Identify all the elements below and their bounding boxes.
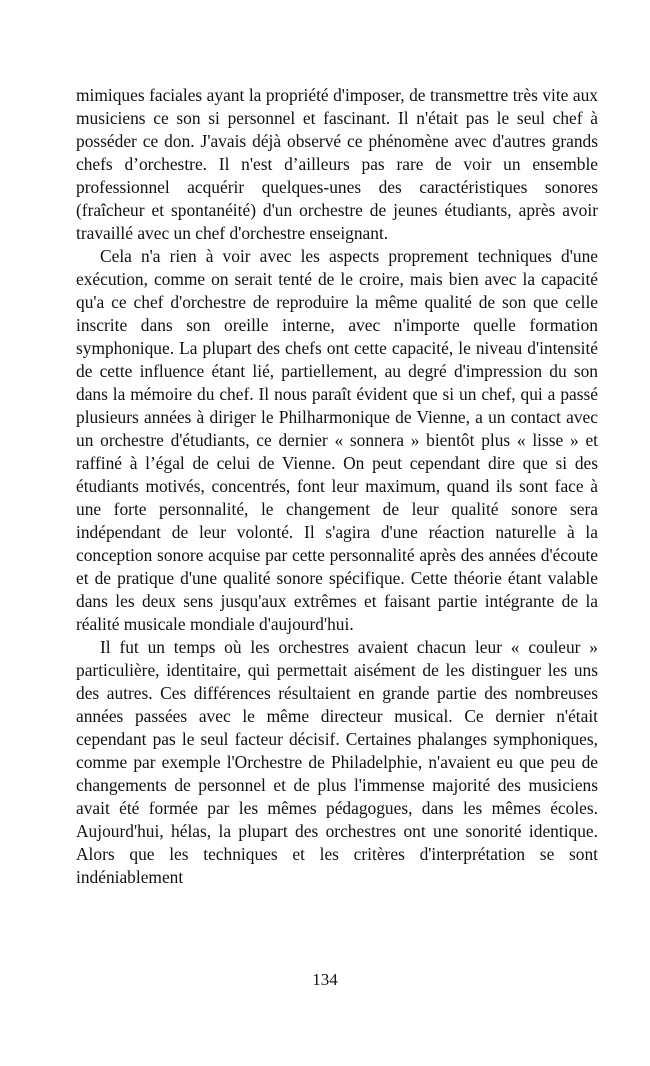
- paragraph-3: Il fut un temps où les orchestres avaient chacun leur « couleur » particulière, identitaire, qui permettait aisément de les distinguer les uns des autres. Ces différences résultaient en grande partie des nombreuses années passées avec le même directeur musical. Ce dernier n'était cependant pas le seul facteur décisif. Certaines phalanges symphoniques, comme par exemple l'Orchestre de Philadelphie, n'avaient eu que peu de changements de personnel et de plus l'immense majorité des musiciens avait été formée par les mêmes pédagogues, dans les mêmes écoles. Aujourd'hui, hélas, la plupart des orchestres ont une sonorité identique. Alors que les techniques et les critères d'interprétation se sont indéniablement: [76, 637, 598, 887]
- paragraph-2: Cela n'a rien à voir avec les aspects proprement techniques d'une exécution, comme on serait tenté de le croire, mais bien avec la capacité qu'a ce chef d'orchestre de reproduire la même qualité de son que celle inscrite dans son oreille interne, avec n'importe quelle formation symphonique. La plupart des chefs ont cette capacité, le niveau d'intensité de cette influence étant lié, partiellement, au degré d'impression du son dans la mémoire du chef. Il nous paraît évident que si un chef, qui a passé plusieurs années à diriger le Philharmonique de Vienne, a un contact avec un orchestre d'étudiants, ce dernier « sonnera » bientôt plus « lisse » et raffiné à l’égal de celui de Vienne. On peut cependant dire que si des étudiants motivés, concentrés, font leur maximum, quand ils sont face à une forte personnalité, le changement de leur qualité sonore sera indépendant de leur volonté. Il s'agira d'une réaction naturelle à la conception sonore acquise par cette personnalité après des années d'écoute et de pratique d'une qualité sonore spécifique. Cette théorie étant valable dans les deux sens jusqu'aux extrêmes et faisant partie intégrante de la réalité musicale mondiale d'aujourd'hui.: [76, 246, 598, 634]
- paragraph-1: mimiques faciales ayant la propriété d'imposer, de transmettre très vite aux musiciens ce son si personnel et fascinant. Il n'était pas le seul chef à posséder ce don. J'avais déjà observé ce phénomène avec d'autres grands chefs d’orchestre. Il n'est d’ailleurs pas rare de voir un ensemble professionnel acquérir quelques-unes des caractéristiques sonores (fraîcheur et spontanéité) d'un orchestre de jeunes étudiants, après avoir travaillé avec un chef d'orchestre enseignant.: [76, 85, 598, 243]
- page-body: [76, 84, 598, 889]
- page-number: 134: [312, 970, 338, 989]
